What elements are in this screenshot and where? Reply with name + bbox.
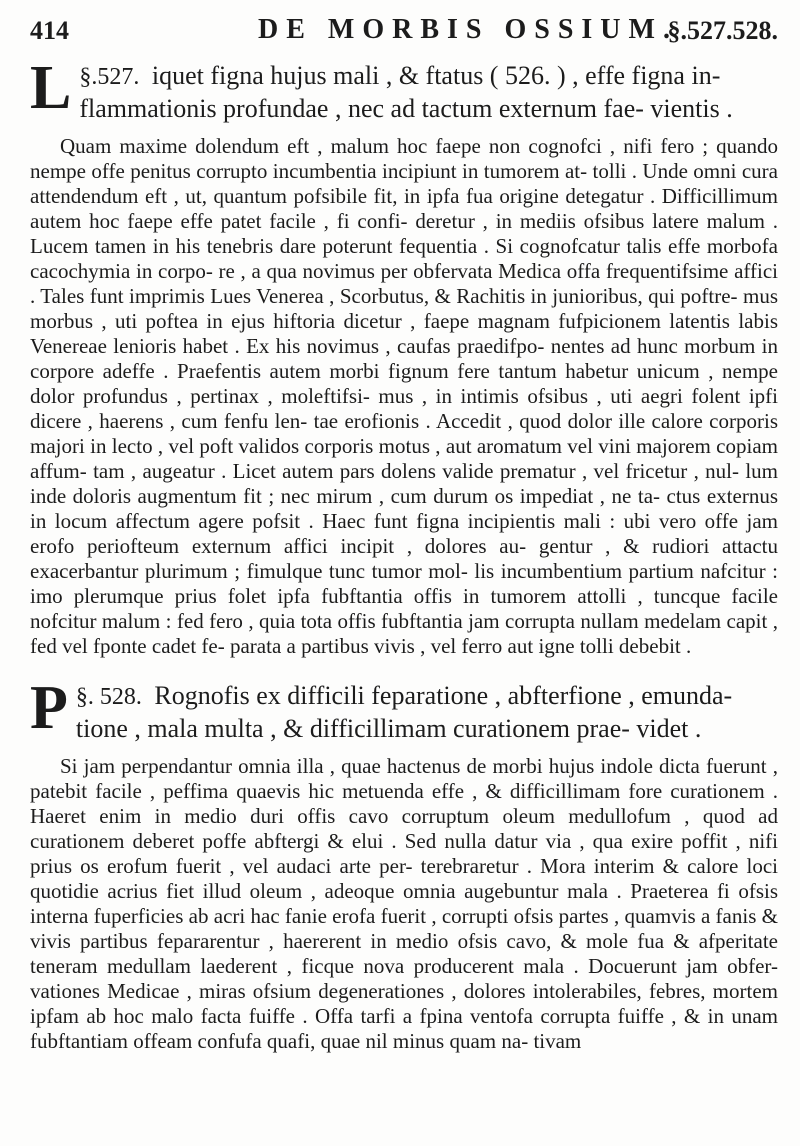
section-number: §. 528. [75,684,142,710]
section-lead-text: Rognofis ex difficili feparatione , abfterfione , emunda- tione , mala multa , & difficillimam curationem prae- videt . [75,681,733,743]
section-lead [30,54,778,124]
drop-capital: L [30,54,72,122]
section-lead-text: iquet figna hujus mali , & ftatus ( 526. ) , effe figna in- flammationis profundae , nec ad tactum externum fae- vientis . [79,61,733,123]
section-lead [30,674,778,744]
page-header [30,10,778,54]
section-body: Quam maxime dolendum eft , malum hoc faepe non cognofci , nifi fero ; quando nempe offe penitus corrupto incumbentia incipiunt in tumorem at- tolli . Unde omni cura attendendum eft , ut, quantum pofsibile fit, in ipfa fua origine detegatur . Difficillimum autem hoc faepe effe patet facile , fi confi- deretur , in mediis ofsibus latere malum . Lucem tamen in his tenebris dare poterunt fequentia . Si cognofcatur talis effe morbofa cacochymia in corpo- re , a qua novimus per obfervata Medica offa frequentifsime affici . Tales funt imprimis Lues Venerea , Scorbutus, & Rachitis in junioribus, qui poftre- mus morbus , uti poftea in ejus hiftoria dicetur , faepe magnam fufpicionem latentis labis Venereae lenioris habet . Ex his novimus , caufas praedifpo- nentes ad hunc morbum in corpore adeffe . Praefentis autem morbi fignum fere tantum habetur unicum , nempe dolor profundus , pertinax , moleftifsi- mus , in intimis ofsibus , uti aegri folent ipfi dicere , haerens , cum fenfu len- tae erofionis . Accedit , quod dolor ille calore corporis majori in lecto , vel poft validos corporis motus , aut aromatum vel vini majorem copiam affum- tam , augeatur . Licet autem pars dolens valide prematur , vel fricetur , nul- lum inde doloris augmentum fit ; nec mirum , cum durum os impediat , ne ta- ctus externus in locum affectum agere pofsit . Haec funt figna incipientis mali : ubi vero offe jam erofo periofteum externum affici incipit , dolores au- gentur , & rudiori attactu exacerbantur plurimum ; fimulque tunc tumor mol- lis incumbentium partium nafcitur : imo plerumque prius folet ipfa fubftantia offis in tumorem attolli , tuncque facile nofcitur malum : fed fero , quia tota offis fubftantia jam corrupta nullam medelam capit , fed vel fponte cadet fe- parata a partibus vivis , vel ferro aut igne tolli debebit . [30,134,778,658]
running-title: DE MORBIS OSSIUM. [258,14,678,45]
section-number: §.527. [79,64,140,90]
drop-capital: P [30,674,68,742]
page-number: 414 [30,16,69,45]
section-528 [30,674,778,1054]
section-body: Si jam perpendantur omnia illa , quae hactenus de morbi hujus indole dicta fuerunt , patebit facile , peffima quaevis hic metuenda effe , & difficillimam fore curationem . Haeret enim in medio duri offis cavo corruptum oleum medullofum , quod ad curationem deberet poffe abftergi & elui . Sed nulla datur via , qua exire poffit , nifi prius os erofum fuerit , vel audaci arte per- terebraretur . Mora interim & calore loci quotidie acrius fiet illud oleum , adeoque omnia augebuntur mala . Praeterea fi ofsis interna fuperficies ab acri hac fanie erofa fuerit , corrupti ofsis partes , quamvis a fanis & vivis partibus fepararentur , haererent in medio ofsis cavo, & mole fua & afperitate teneram medullam laederent , ficque nova producerent mala . Docuerunt jam obfer- vationes Medicae , miras ofsium degenerationes , dolores intolerabiles, febres, mortem ipfam ab hoc malo facta fuiffe . Offa tarfi a fpina ventofa corrupta fuiffe , & in unam fubftantiam offeam confufa quafi, quae nil minus quam na- tivam [30,754,778,1053]
section-527 [30,54,778,659]
section-range: §.527.528. [667,16,778,45]
